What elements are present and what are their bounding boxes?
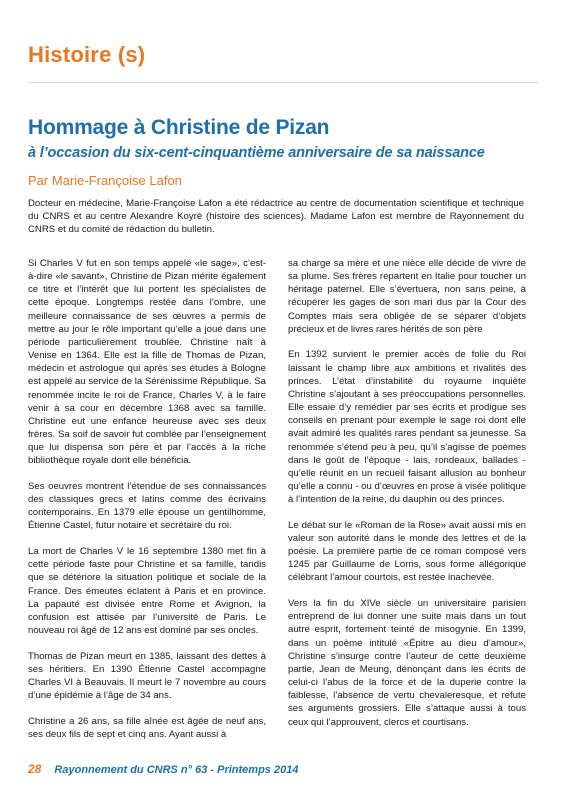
section-heading: Histoire (s) [28, 42, 146, 67]
page-number: 28 [28, 762, 42, 776]
body-column-right [288, 257, 526, 741]
publication-info: Rayonnement du CNRS n° 63 - Printemps 2014 [54, 764, 299, 776]
page-footer [28, 762, 298, 776]
paragraph: Ses oeuvres montrent l’étendue de ses connaissances des classiques grecs et latins comme des écrivains contemporains. En 1379 elle épouse un gentilhomme, Étienne Castel, futur notaire et secrétaire du roi. [28, 481, 266, 532]
paragraph: Si Charles V fut en son temps appelé «le sage», c’est-à-dire «le savant», Christine de Pizan mérite également ce titre et l’intérêt que lui portent les spécialistes de cette époque. Longtemps restée dans l’ombre, une meilleure connaissance de ses œuvres a permis de mettre au jour le rôle important qu’elle a joué dans une période particulièrement troublée. Christine naît à Venise en 1364. Elle est la fille de Thomas de Pizan, médecin et astrologue qui après ses études à Bologne est appelé au service de la Sérénissime République. Sa renommée incite le roi de France, Charles V, à le faire venir à sa cour en décembre 1368 avec sa famille. Christine eut une enfance heureuse avec ses deux frères. Sa soif de savoir fut comblée par l’enseignement que lui dispensa son père et par l’accès à la riche bibliothèque royale dont elle bénéficia. [28, 258, 266, 467]
paragraph: Thomas de Pizan meurt en 1385, laissant des dettes à ses héritiers. En 1390 Étienne Castel accompagne Charles VI à Beauvais. Il meurt le 7 novembre au cours d’une épidémie à l’âge de 34 ans. [28, 650, 266, 702]
article-title: Hommage à Christine de Pizan [28, 116, 330, 139]
paragraph: Vers la fin du XIVe siècle un universitaire parisien entreprend de lui donner une suite mais dans un tout autre esprit, fortement teinté de misogynie. En 1399, dans un poème intitulé «Épitre au dieu d’amour», Christine s’insurge contre l’auteur de cette deuxième partie, Jean de Meung, dénonçant dans les écrits de celui-ci l’abus de la force et de la duperie contre la faiblesse, l’absence de vertu chevaleresque, et refute ses arguments grossiers. Elle s’attaque aussi à tous ceux qui l’approuvent, clercs et courtisans. [288, 598, 526, 728]
author-intro: Docteur en médecine, Marie-Françoise Lafon a été rédactrice au centre de documentation scientifique et technique du CNRS et au centre Alexandre Koyré (histoire des sciences). Madame Lafon est membre de Rayonnement du CNRS et du comité de rédaction du bulletin. [28, 198, 524, 236]
paragraph: Le débat sur le «Roman de la Rose» avait aussi mis en valeur son autorité dans le monde des lettres et de la poésie. La première partie de ce roman composé vers 1245 par Guillaume de Lorris, sous forme allégorique célébrant l’amour courtois, est restée inachevée. [288, 519, 526, 584]
paragraph: La mort de Charles V le 16 septembre 1380 met fin à cette période faste pour Christine et sa famille, tandis que se détériore la situation politique et sociale de la France. Des émeutes éclatent à Paris et en province. La papauté est divisée entre Rome et Avignon, la confusion est attisée par l’université de Paris. Le nouveau roi âgé de 12 ans est dominé par ses oncles. [28, 546, 266, 637]
article-subtitle: à l’occasion du six-cent-cinquantième anniversaire de sa naissance [28, 145, 485, 161]
paragraph: Christine a 26 ans, sa fille aînée est âgée de neuf ans, ses deux fils de sept et cinq ans. Ayant aussi à [28, 715, 266, 740]
article-author: Par Marie-Françoise Lafon [28, 173, 182, 188]
header-divider [28, 82, 538, 83]
paragraph: sa charge sa mère et une nièce elle décide de vivre de sa plume. Ses frères repartent en Italie pour toucher un héritage paternel. Elle s’évertuera, non sans peine, à récupérer les gages de son mari dus par la Cour des Comptes mais sera obligée de se séparer d’objets précieux et de livres rares hérités de son père [288, 258, 526, 335]
body-column-left [28, 257, 266, 754]
paragraph: En 1392 survient le premier accès de folie du Roi laissant le champ libre aux ambitions et rivalités des princes. L’état d’instabilité du royaume inquiète Christine s’ajoutant à ses préoccupations personnelles. Elle essaie d’y remédier par ses écrits et prodigue ses conseils en prenant pour exemple le sage roi dont elle avait admiré les qualités rares pendant sa jeunesse. Sa renommée s’étend peu à peu, qu’il s’agisse de poèmes dans le goût de l’époque - lais, rondeaux, ballades - qu’elle réunit en un recueil faisant allusion au bonheur qu’elle a connu - ou d’œuvres en prose à visée politique à l’intention de la reine, du dauphin ou des princes. [288, 349, 526, 506]
